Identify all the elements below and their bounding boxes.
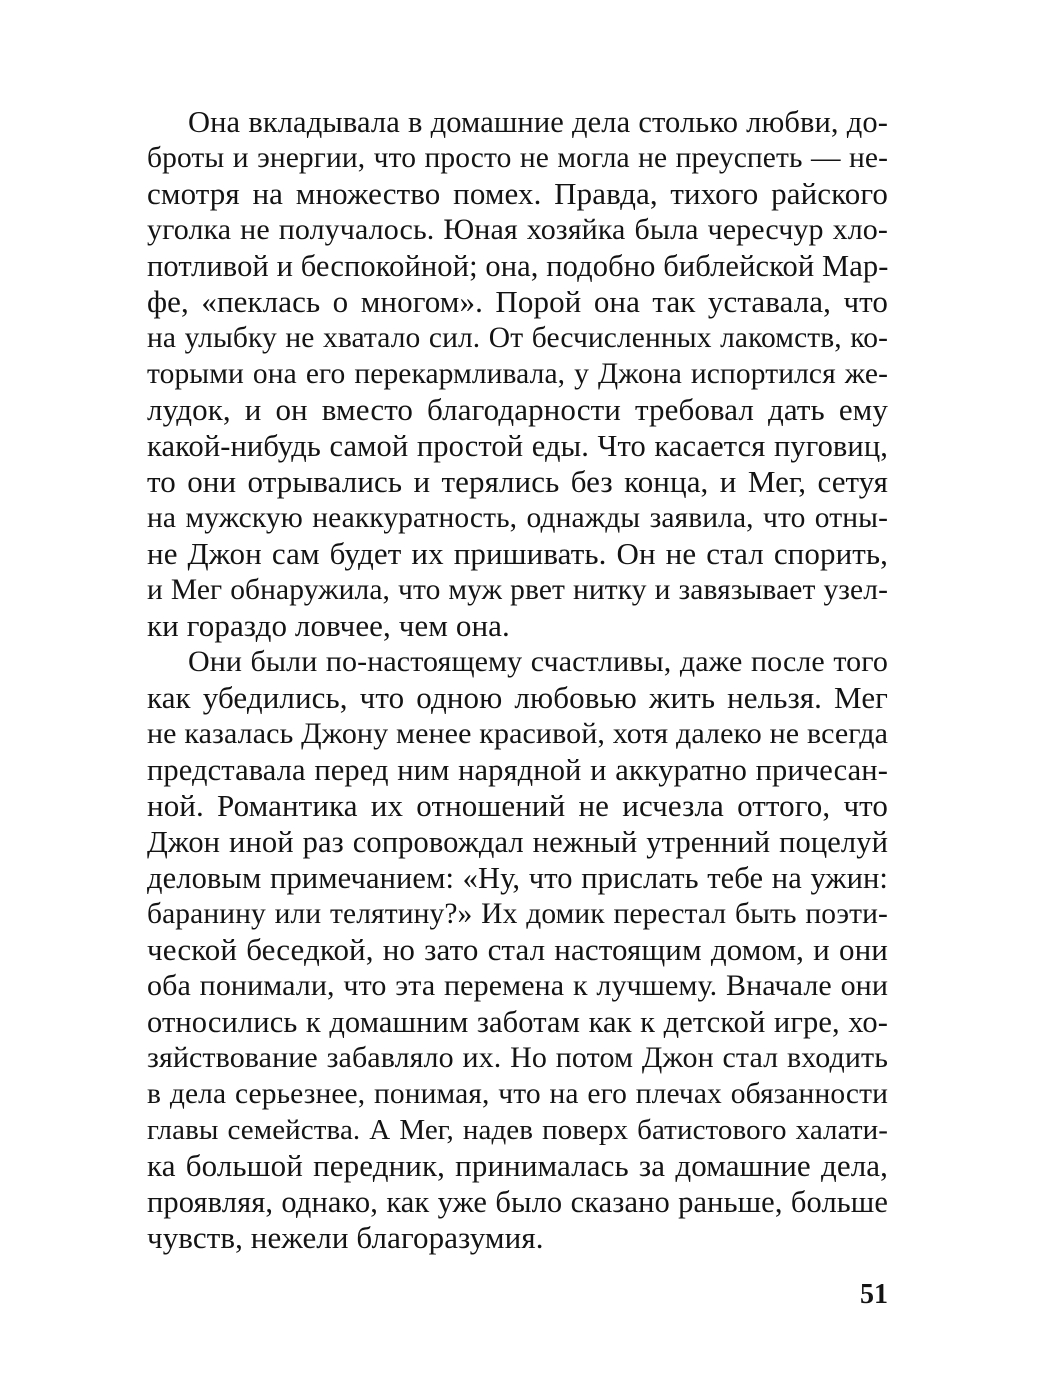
text-line: чувств, нежели благоразумия. bbox=[147, 1220, 544, 1255]
text-line: баранину или телятину?» Их домик перестал быть поэти- bbox=[147, 898, 888, 930]
text-line: торыми она его перекармливала, у Джона испортился же- bbox=[147, 358, 888, 390]
text-line: лудок, и он вместо благодарности требовал дать ему bbox=[147, 392, 888, 427]
text-line: ки гораздо ловчее, чем она. bbox=[147, 608, 510, 643]
text-line: то они отрывались и терялись без конца, и Мег, сетуя bbox=[147, 464, 888, 499]
text-line: ной. Романтика их отношений не исчезла оттого, что bbox=[147, 788, 888, 823]
text-line: оба понимали, что эта перемена к лучшему. Вначале они bbox=[147, 969, 888, 1002]
text-line: представала перед ним нарядной и аккуратно причесан- bbox=[147, 753, 888, 787]
text-line: Она вкладывала в домашние дела столько любви, до- bbox=[188, 105, 888, 139]
page-number: 51 bbox=[860, 1279, 888, 1310]
text-line: на улыбку не хватало сил. От бесчисленных лакомств, ко- bbox=[147, 322, 888, 354]
text-line: ка большой передник, принималась за домашние дела, bbox=[147, 1148, 888, 1183]
text-line: в дела серьезнее, понимая, что на его плечах обязанности bbox=[147, 1078, 888, 1110]
text-line: проявляя, однако, как уже было сказано раньше, больше bbox=[147, 1185, 888, 1219]
text-line: броты и энергии, что просто не могла не преуспеть — не- bbox=[147, 142, 888, 174]
text-line: и Мег обнаружила, что муж рвет нитку и завязывает узел- bbox=[147, 574, 888, 606]
text-line: деловым примечанием: «Ну, что прислать тебе на ужин: bbox=[147, 861, 888, 895]
text-line: смотря на множество помех. Правда, тихого райского bbox=[147, 176, 888, 211]
text-line: не казалась Джону менее красивой, хотя далеко не всегда bbox=[147, 717, 888, 750]
text-line: не Джон сам будет их пришивать. Он не стал спорить, bbox=[147, 536, 888, 571]
text-line: Они были по-настоящему счастливы, даже после того bbox=[188, 645, 888, 678]
text-line: Джон иной раз сопровождал нежный утренний поцелуй bbox=[147, 825, 888, 859]
text-line: фе, «пеклась о многом». Порой она так уставала, что bbox=[147, 284, 888, 319]
text-line: потливой и беспокойной; она, подобно библейской Мар- bbox=[147, 249, 889, 283]
text-line: какой-нибудь самой простой еды. Что касается пуговиц, bbox=[147, 429, 888, 463]
text-line: уголка не получалось. Юная хозяйка была чересчур хло- bbox=[147, 213, 888, 246]
text-line: зяйствование забавляло их. Но потом Джон стал входить bbox=[147, 1041, 888, 1074]
text-line: как убедились, что одною любовью жить нельзя. Мег bbox=[147, 680, 888, 715]
text-line: ческой беседкой, но зато стал настоящим домом, и они bbox=[147, 932, 888, 967]
text-line: относились к домашним заботам как к детской игре, хо- bbox=[147, 1005, 888, 1039]
text-line: на мужскую неаккуратность, однажды заявила, что отны- bbox=[147, 502, 888, 534]
text-line: главы семейства. А Мег, надев поверх батистового халати- bbox=[147, 1114, 888, 1146]
